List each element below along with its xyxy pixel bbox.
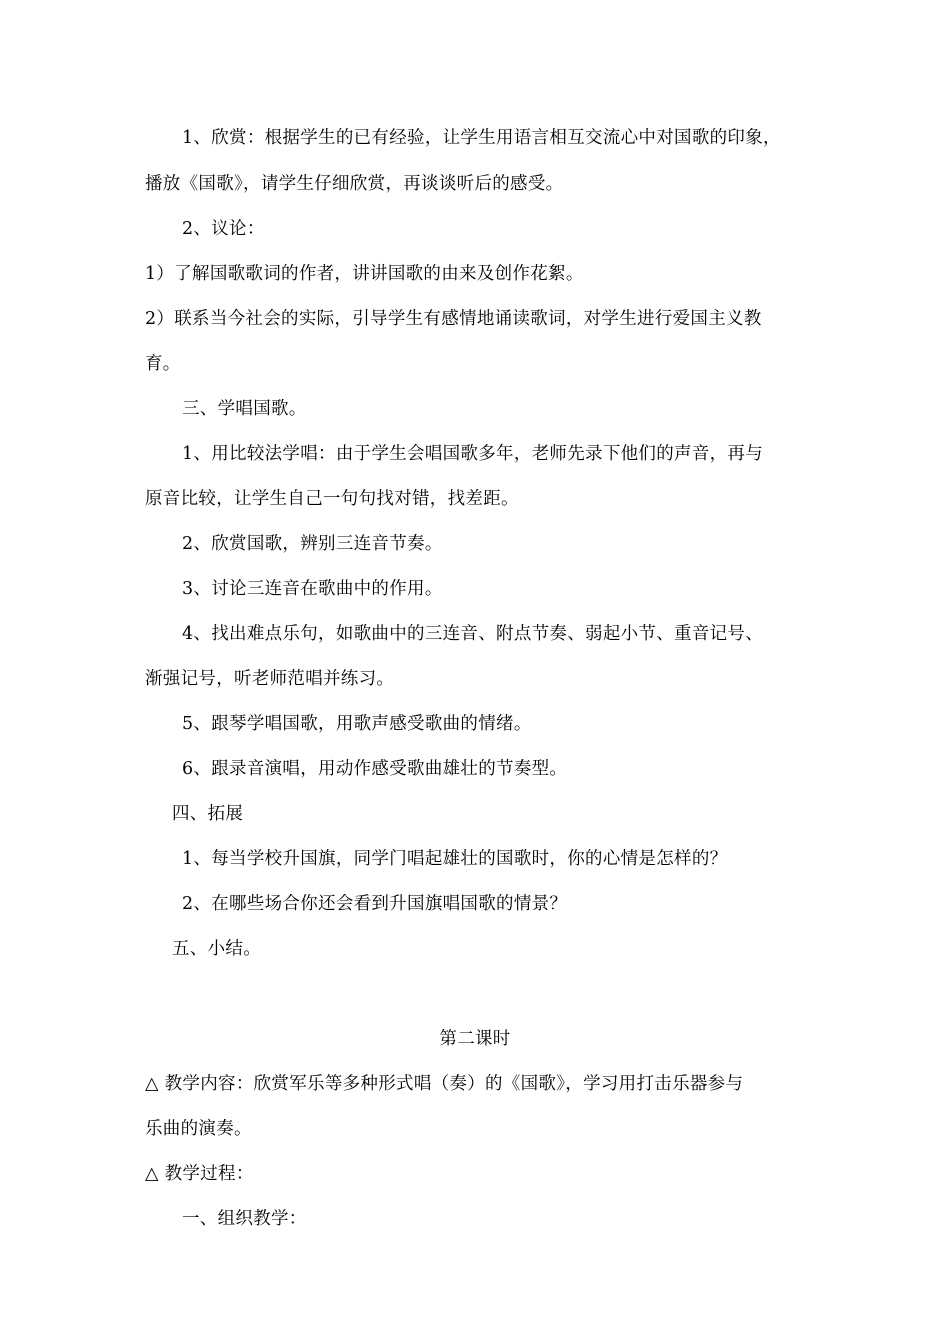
paragraph-line: 3、讨论三连音在歌曲中的作用。	[182, 579, 443, 599]
lesson-title: 第二课时	[439, 1029, 511, 1049]
paragraph-line: 渐强记号，听老师范唱并练习。	[145, 669, 395, 689]
paragraph-line: 4、找出难点乐句，如歌曲中的三连音、附点节奏、弱起小节、重音记号、	[182, 624, 764, 644]
paragraph-line: 育。	[145, 354, 181, 374]
paragraph-line: 1、每当学校升国旗，同学门唱起雄壮的国歌时，你的心情是怎样的？	[182, 849, 728, 869]
paragraph-line: 2、欣赏国歌，辨别三连音节奏。	[182, 534, 443, 554]
paragraph-line: △ 教学内容：欣赏军乐等多种形式唱（奏）的《国歌》，学习用打击乐器参与	[145, 1074, 744, 1094]
section-heading: 五、小结。	[172, 939, 261, 959]
paragraph-line: 2、议论：	[182, 219, 265, 239]
paragraph-line: 播放《国歌》，请学生仔细欣赏，再谈谈听后的感受。	[145, 174, 564, 194]
paragraph-line: 5、跟琴学唱国歌，用歌声感受歌曲的情绪。	[182, 714, 532, 734]
paragraph-line: 1、欣赏：根据学生的已有经验，让学生用语言相互交流心中对国歌的印象，	[182, 128, 781, 148]
section-heading: 三、学唱国歌。	[182, 399, 307, 419]
section-heading: 四、拓展	[172, 804, 244, 824]
paragraph-line: 原音比较，让学生自己一句句找对错，找差距。	[145, 489, 519, 509]
paragraph-line: △ 教学过程：	[145, 1164, 254, 1184]
paragraph-line: 2、在哪些场合你还会看到升国旗唱国歌的情景？	[182, 894, 568, 914]
section-heading: 一、组织教学：	[182, 1209, 307, 1229]
paragraph-line: 1）了解国歌歌词的作者，讲讲国歌的由来及创作花絮。	[145, 264, 584, 284]
paragraph-line: 乐曲的演奏。	[145, 1119, 252, 1139]
paragraph-line: 6、跟录音演唱，用动作感受歌曲雄壮的节奏型。	[182, 759, 568, 779]
paragraph-line: 2）联系当今社会的实际，引导学生有感情地诵读歌词，对学生进行爱国主义教	[145, 309, 762, 329]
paragraph-line: 1、用比较法学唱：由于学生会唱国歌多年，老师先录下他们的声音，再与	[182, 444, 764, 464]
